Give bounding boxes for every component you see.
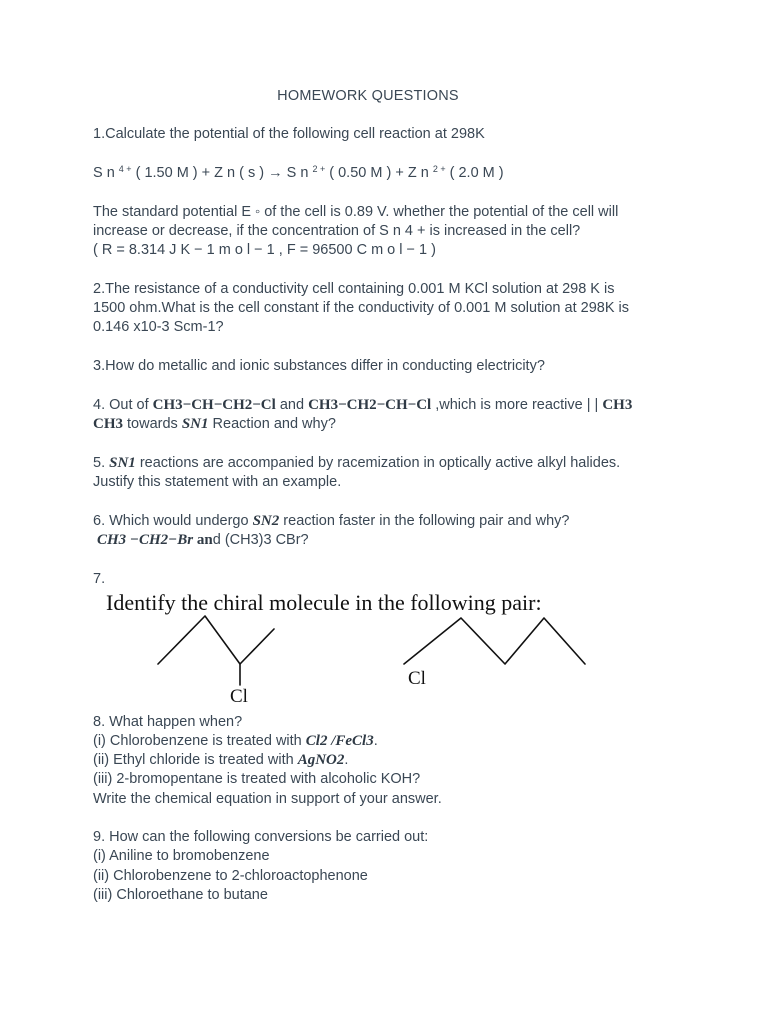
reaction-part2: ( 0.50 M ) + Z n <box>329 165 429 181</box>
reaction-part3: ( 2.0 M ) <box>449 165 504 181</box>
q5-sn1: SN1 <box>109 455 136 471</box>
q8-line3-pre: (ii) Ethyl chloride is treated with <box>93 752 298 768</box>
q4-mid: and <box>275 397 309 413</box>
reaction-sn-charge: 4 + <box>118 164 132 174</box>
q1-prompt: 1.Calculate the potential of the following cell reaction at 298K <box>93 126 485 142</box>
q5-line1-rest: reactions are accompanied by racemization in optically active alkyl halides. <box>135 455 621 471</box>
reaction-zn-charge: 2 + <box>432 164 446 174</box>
q6-and-d: d <box>212 532 221 548</box>
structure2-chain <box>404 618 585 664</box>
reaction-sn: S n <box>93 165 115 181</box>
q4-pre: 4. Out of <box>93 397 153 413</box>
q8-line3 <box>93 751 348 770</box>
q9-line4: (iii) Chloroethane to butane <box>93 887 268 903</box>
q1-line2: increase or decrease, if the concentration of S n 4 + is increased in the cell? <box>93 223 581 239</box>
q6-pre: 6. Which would undergo <box>93 513 253 529</box>
q4-chem2: CH3−CH2−CH−Cl <box>308 397 432 413</box>
q1-line1: The standard potential E ◦ of the cell is 0.89 V. whether the potential of the cell will <box>93 204 619 220</box>
q6-br: Br <box>177 532 194 548</box>
q8-line5: Write the chemical equation in support of your answer. <box>93 791 442 807</box>
q8-line2 <box>93 732 378 751</box>
q8-line1: 8. What happen when? <box>93 714 243 730</box>
q8-line2-pre: (i) Chlorobenzene is treated with <box>93 733 306 749</box>
q9-line2: (i) Aniline to bromobenzene <box>93 848 270 864</box>
q5-line2: Justify this statement with an example. <box>93 474 342 490</box>
q4-towards: towards <box>123 416 182 432</box>
q5-pre: 5. <box>93 455 110 471</box>
q6-rest: reaction faster in the following pair and why? <box>279 513 570 529</box>
q6-chem2: (CH3)3 CBr? <box>220 532 309 548</box>
q6-sn2: SN2 <box>252 513 280 529</box>
q6-chem1: CH3 −CH2− <box>97 532 178 548</box>
q4-post: ,which is more reactive | | <box>431 397 603 413</box>
structure1-chain <box>158 616 274 664</box>
q4-chem1: CH3−CH−CH2−Cl <box>152 397 276 413</box>
structure2-cl-label: Cl <box>408 668 426 689</box>
q2-line2: 1500 ohm.What is the cell constant if the conductivity of 0.001 M solution at 298K is <box>93 300 629 316</box>
q8-line3-chem: AgNO2 <box>297 752 345 768</box>
q8-line2-post: . <box>373 733 378 749</box>
q7-prompt: Identify the chiral molecule in the following pair: <box>106 590 542 615</box>
q4-chem3: CH3 <box>602 397 633 413</box>
q4-end: Reaction and why? <box>208 416 336 432</box>
page-title: HOMEWORK QUESTIONS <box>277 88 459 104</box>
q8-line4: (iii) 2-bromopentane is treated with alcoholic KOH? <box>93 771 421 787</box>
q7-number: 7. <box>93 571 106 587</box>
reaction-sn2-charge: 2 + <box>312 164 326 174</box>
q4-sn1: SN1 <box>181 416 209 432</box>
q9-line3: (ii) Chlorobenzene to 2-chloroactophenone <box>93 868 368 884</box>
structure1-cl-label: Cl <box>230 686 248 707</box>
q3-line1: 3.How do metallic and ionic substances differ in conducting electricity? <box>93 358 545 374</box>
q8-line2-chem: Cl2 /FeCl3 <box>305 733 374 749</box>
reaction-part1: ( 1.50 M ) + Z n ( s ) → S n <box>135 165 309 181</box>
q2-line1: 2.The resistance of a conductivity cell containing 0.001 M KCl solution at 298 K is <box>93 281 615 297</box>
q4-chem4: CH3 <box>93 416 123 432</box>
q8-line3-post: . <box>344 752 349 768</box>
q6-and-an: an <box>193 532 213 548</box>
q2-line3: 0.146 x10-3 Scm-1? <box>93 319 224 335</box>
q1-line3: ( R = 8.314 J K − 1 m o l − 1 , F = 96500 C m o l − 1 ) <box>93 242 436 258</box>
q9-line1: 9. How can the following conversions be carried out: <box>93 829 429 845</box>
